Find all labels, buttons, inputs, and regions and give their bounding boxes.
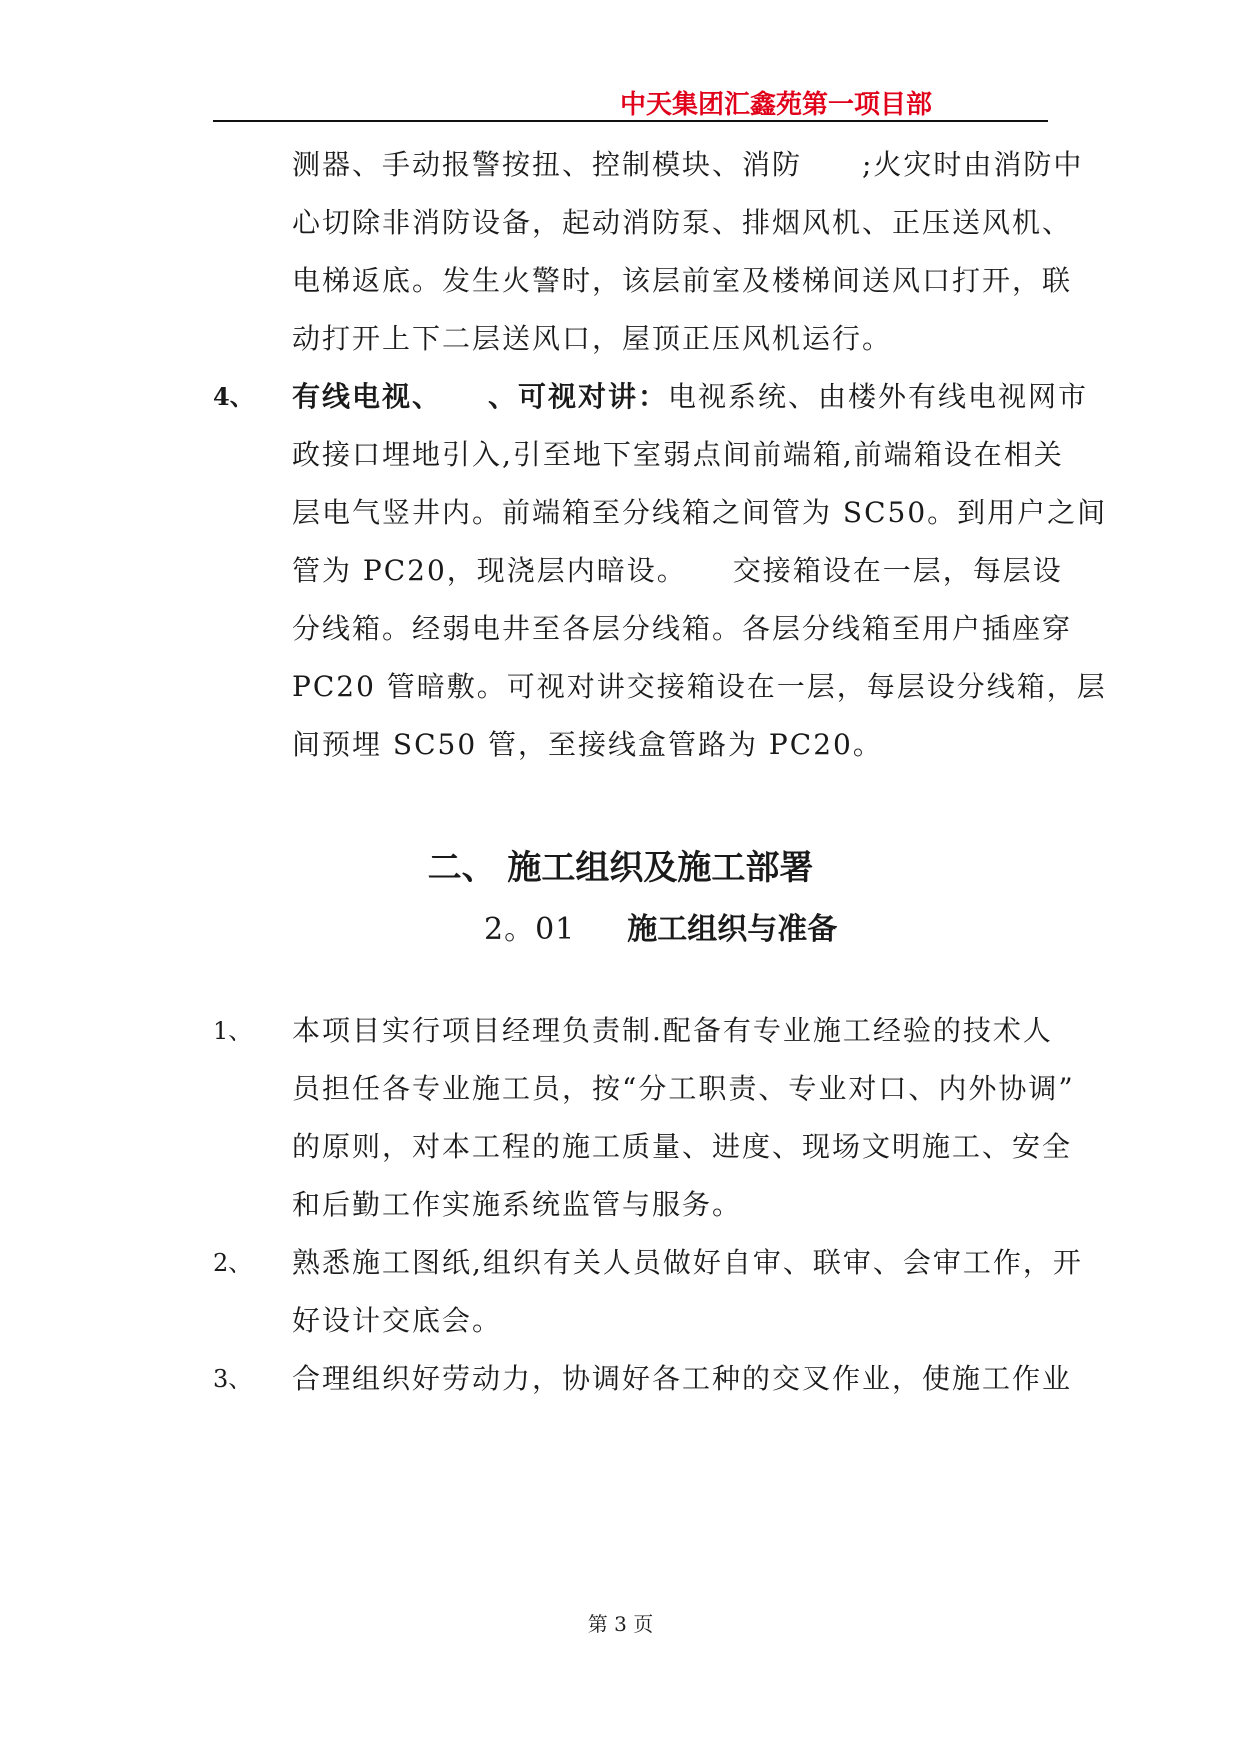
paragraph-line: 层电气竖井内。前端箱至分线箱之间管为 SC50。到用户之间 <box>292 496 1108 529</box>
paragraph-line: 政接口埋地引入,引至地下室弱点间前端箱,前端箱设在相关 <box>292 438 1064 471</box>
header-divider <box>213 120 1048 122</box>
paragraph-line: PC20 管暗敷。可视对讲交接箱设在一层，每层设分线箱，层 <box>292 670 1107 703</box>
paragraph-line: 本项目实行项目经理负责制.配备有专业施工经验的技术人 <box>292 1014 1053 1047</box>
list-item-number: 4、 <box>213 382 254 411</box>
document-header-title: 中天集团汇鑫苑第一项目部 <box>620 90 933 120</box>
list-item-first-line <box>292 380 1088 414</box>
subsection-title: 施工组织与准备 <box>627 912 838 947</box>
section-heading: 二、 施工组织及施工部署 <box>427 848 814 888</box>
list-item-number: 1、 <box>213 1017 253 1045</box>
paragraph-line: 电梯返底。发生火警时，该层前室及楼梯间送风口打开，联 <box>292 264 1073 297</box>
paragraph-line: 合理组织好劳动力，协调好各工种的交叉作业，使施工作业 <box>292 1362 1073 1395</box>
paragraph-line: 员担任各专业施工员，按“分工职责、专业对口、内外协调” <box>292 1072 1075 1105</box>
paragraph-line: 和后勤工作实施系统监管与服务。 <box>292 1188 743 1221</box>
list-item-number: 3、 <box>213 1365 253 1393</box>
list-item-bold-label: 有线电视、 、可视对讲： <box>292 380 669 413</box>
paragraph-line: 测器、手动报警按扭、控制模块、消防 ;火灾时由消防中 <box>292 148 1084 181</box>
paragraph-line: 的原则，对本工程的施工质量、进度、现场文明施工、安全 <box>292 1130 1073 1163</box>
paragraph-line: 管为 PC20，现浇层内暗设。 交接箱设在一层，每层设 <box>292 554 1063 587</box>
paragraph-line: 心切除非消防设备，起动消防泵、排烟风机、正压送风机、 <box>292 206 1073 239</box>
paragraph-line: 动打开上下二层送风口，屋顶正压风机运行。 <box>292 322 893 355</box>
paragraph-line: 好设计交底会。 <box>292 1304 503 1337</box>
paragraph-line: 分线箱。经弱电井至各层分线箱。各层分线箱至用户插座穿 <box>292 612 1073 645</box>
list-item-text: 电视系统、由楼外有线电视网市 <box>668 380 1089 413</box>
subsection-number: 2。01 <box>484 912 576 947</box>
paragraph-line: 熟悉施工图纸,组织有关人员做好自审、联审、会审工作，开 <box>292 1246 1083 1279</box>
list-item-number: 2、 <box>213 1249 253 1277</box>
paragraph-line: 间预埋 SC50 管，至接线盒管路为 PC20。 <box>292 728 883 761</box>
page-number: 第 3 页 <box>587 1612 654 1636</box>
subsection-heading <box>484 912 837 948</box>
